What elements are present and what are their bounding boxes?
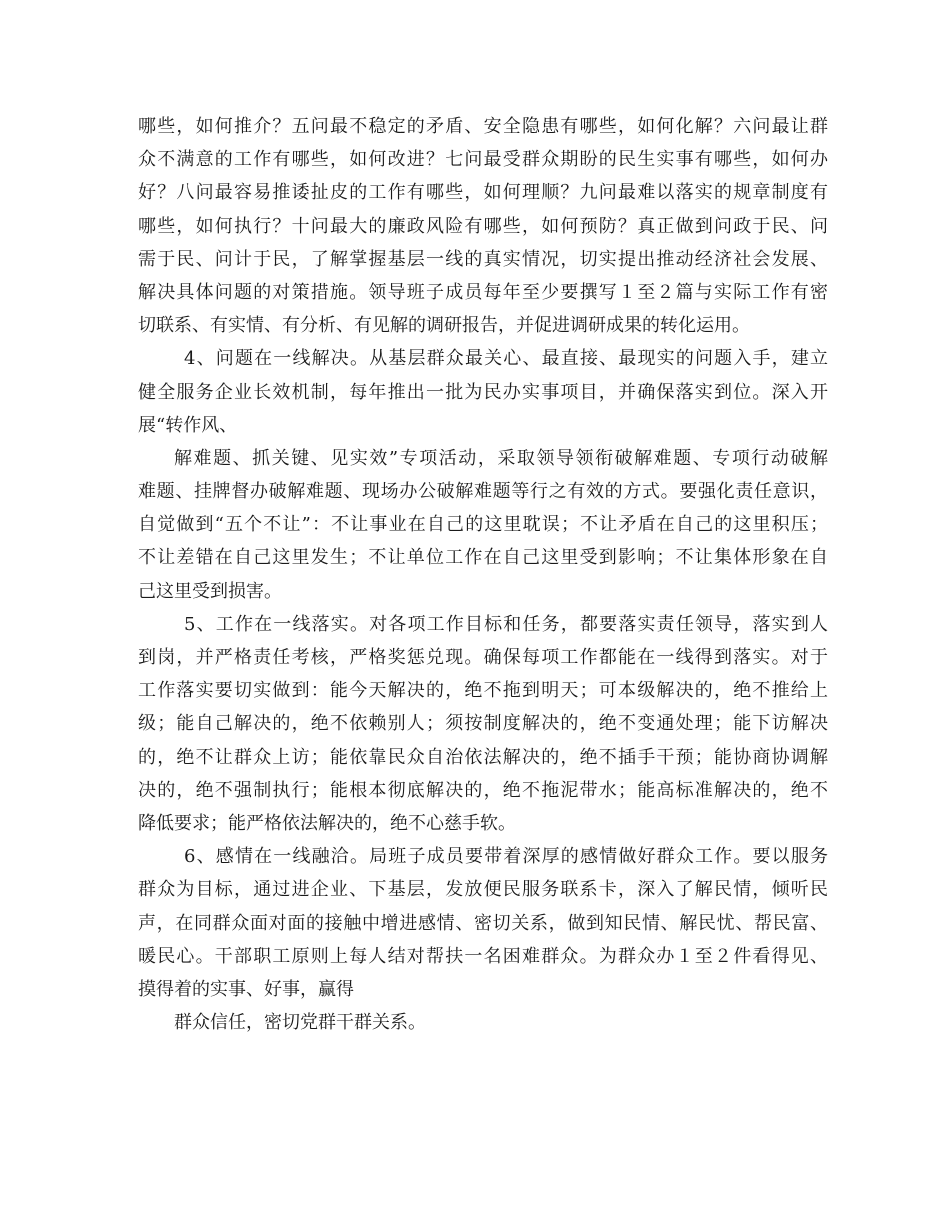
text-line: 切联系、有实情、有分析、有见解的调研报告，并促进调研成果的转化运用。 <box>138 315 750 337</box>
text-line: 到岗，并严格责任考核，严格奖惩兑现。确保每项工作都能在一线得到落实。对于 <box>138 647 828 668</box>
paragraph-continuation-research <box>138 110 828 342</box>
text-line: 解决具体问题的对策措施。领导班子成员每年至少要撰写１至２篇与实际工作有密 <box>138 281 828 303</box>
text-line: 级；能自己解决的，绝不依赖别人；须按制度解决的，绝不变通处理；能下访解决 <box>138 713 828 735</box>
text-line: 难题、挂牌督办破解难题、现场办公破解难题等行之有效的方式。要强化责任意识， <box>138 481 828 503</box>
paragraph-4-continued <box>138 442 828 608</box>
text-line: 哪些，如何推介？五问最不稳定的矛盾、安全隐患有哪些，如何化解？六问最让群 <box>138 116 828 137</box>
paragraph-5-implementation <box>138 608 828 840</box>
text-line: 解难题、抓关键、见实效”专项活动，采取领导领衔破解难题、专项行动破解 <box>174 447 828 469</box>
text-line: 哪些，如何执行？十问最大的廉政风险有哪些，如何预防？真正做到问政于民、问 <box>138 215 828 237</box>
text-line: 自觉做到“五个不让”：不让事业在自己的这里耽误；不让矛盾在自己的这里积压； <box>138 514 828 536</box>
text-line: 群众信任，密切党群干群关系。 <box>174 1012 426 1034</box>
text-line: 展“转作风、 <box>138 414 238 436</box>
text-line: 好？八问最容易推诿扯皮的工作有哪些，如何理顺？九问最难以落实的规章制度有 <box>138 182 828 204</box>
text-line: 5、工作在一线落实。对各项工作目标和任务，都要落实责任领导，落实到人 <box>184 613 828 635</box>
paragraph-6-continued <box>138 1006 828 1039</box>
text-line: 声，在同群众面对面的接触中增进感情、密切关系，做到知民情、解民忧、帮民富、 <box>138 912 828 934</box>
text-line: 暖民心。干部职工原则上每人结对帮扶一名困难群众。为群众办１至２件看得见、 <box>138 945 828 967</box>
text-line: 需于民、问计于民，了解掌握基层一线的真实情况，切实提出推动经济社会发展、 <box>138 248 828 270</box>
text-line: 众不满意的工作有哪些，如何改进？七问最受群众期盼的民生实事有哪些，如何办 <box>138 149 828 171</box>
text-line: 4、问题在一线解决。从基层群众最关心、最直接、最现实的问题入手，建立 <box>184 348 828 370</box>
text-line: 的，绝不让群众上访；能依靠民众自治依法解决的，绝不插手干预；能协商协调解 <box>138 746 828 768</box>
paragraph-6-emotion <box>138 840 828 1006</box>
text-line: 摸得着的实事、好事，赢得 <box>138 978 354 1000</box>
text-line: 群众为目标，通过进企业、下基层，发放便民服务联系卡，深入了解民情，倾听民 <box>138 879 828 901</box>
text-line: 6、感情在一线融洽。局班子成员要带着深厚的感情做好群众工作。要以服务 <box>184 846 828 868</box>
text-line: 健全服务企业长效机制，每年推出一批为民办实事项目，并确保落实到位。深入开 <box>138 381 828 403</box>
text-line: 决的，绝不强制执行；能根本彻底解决的，绝不拖泥带水；能高标准解决的，绝不 <box>138 779 828 801</box>
text-line: 己这里受到损害。 <box>138 580 282 602</box>
text-line: 降低要求；能严格依法解决的，绝不心慈手软。 <box>138 812 516 834</box>
text-line: 不让差错在自己这里发生；不让单位工作在自己这里受到影响；不让集体形象在自 <box>138 547 828 569</box>
document-body <box>138 110 828 1039</box>
paragraph-4-problem-solving <box>138 342 828 442</box>
text-line: 工作落实要切实做到：能今天解决的，绝不拖到明天；可本级解决的，绝不推给上 <box>138 680 828 702</box>
